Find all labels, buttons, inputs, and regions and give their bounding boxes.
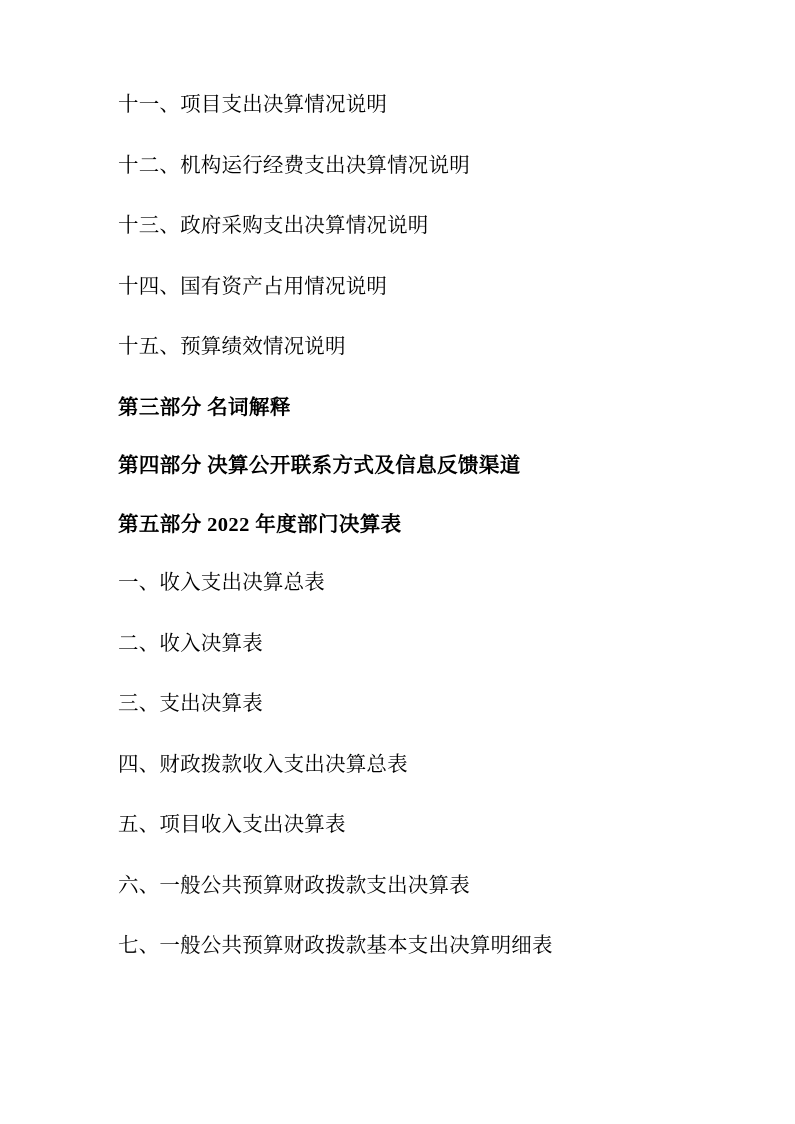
toc-entry: 五、项目收入支出决算表 — [118, 814, 346, 836]
toc-entry: 三、支出决算表 — [118, 693, 263, 715]
toc-entry: 第四部分 决算公开联系方式及信息反馈渠道 — [118, 455, 521, 477]
toc-entry: 十四、国有资产占用情况说明 — [118, 275, 388, 298]
toc-entry: 十五、预算绩效情况说明 — [118, 336, 346, 358]
toc-entry: 二、收入决算表 — [118, 632, 263, 655]
table-of-contents — [118, 95, 677, 957]
toc-entry: 十一、项目支出决算情况说明 — [118, 94, 388, 116]
toc-entry: 第五部分 2022 年度部门决算表 — [118, 513, 402, 536]
toc-entry: 七、一般公共预算财政拨款基本支出决算明细表 — [118, 935, 553, 957]
toc-entry: 一、收入支出决算总表 — [118, 572, 325, 594]
toc-entry: 十二、机构运行经费支出决算情况说明 — [118, 154, 470, 177]
toc-entry: 十三、政府采购支出决算情况说明 — [118, 215, 429, 237]
toc-entry: 四、财政拨款收入支出决算总表 — [118, 753, 408, 776]
toc-entry: 第三部分 名词解释 — [118, 396, 291, 419]
toc-entry: 六、一般公共预算财政拨款支出决算表 — [118, 874, 470, 897]
